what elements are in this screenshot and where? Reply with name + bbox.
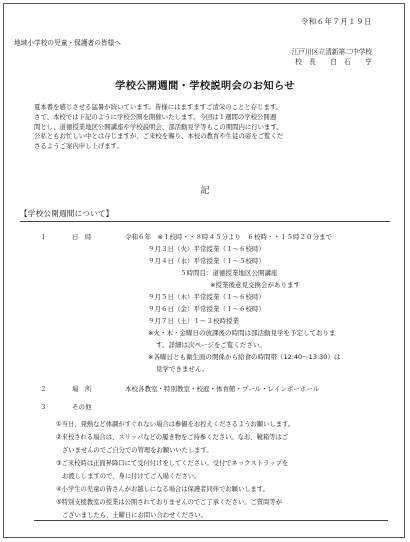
schedule-line: ５時間目：道徳授業地区公開講座 xyxy=(180,269,278,277)
intro-line: 間とし、道徳授業地区公開講座や学校説明会、部活動見学等もこの期間内に行います。 xyxy=(34,122,283,131)
schedule-line: ※授業後意見交換会があります xyxy=(210,281,300,289)
schedule-line: ９月３日（火）平常授業（１～６校時） xyxy=(148,245,265,253)
schedule-note: ※火・木・金曜日の放課後の時間は部活動見学を予定しておりま xyxy=(148,329,336,337)
item-label-other: その他 xyxy=(72,403,92,411)
item-value-datetime: 令和６年 ※１校時・・８時４５分より ６校時・・１５時２０分まで xyxy=(125,233,332,241)
item-label-datetime: 日 時 xyxy=(72,233,92,241)
item-label-place: 場 所 xyxy=(72,385,92,393)
other-item: ②来校される場合は、スリッパなどの履き物をご持参ください。なお、靴箱等はご xyxy=(56,434,289,441)
other-item: ございましたら、土曜日にお問い合わせください。 xyxy=(62,512,207,519)
sender-principal: 校 長 白 石 亨 xyxy=(295,58,372,66)
schedule-line: ９月６日（金）平常授業（１～６校時） xyxy=(148,305,265,313)
other-item: ざいませんのでご自分での管理をお願いいたします。 xyxy=(62,447,213,454)
other-item: お渡ししますので、身に付けてご入場ください。 xyxy=(62,473,201,480)
other-item: ⑤特別支援教室の授業は公開されておりませんのでご了承ください。ご質問等が xyxy=(56,499,283,506)
intro-line: さるようご案内申し上げます。 xyxy=(34,142,123,151)
sender-school: 江戸川区立清新第二中学校 xyxy=(291,48,372,56)
intro-line: 公私ともお忙しい中とは存じますが、ご来校を賜り、本校の教育や生徒の姿をご覧くだ xyxy=(34,132,284,141)
schedule-line: ９月７日（土）１～３校時授業 xyxy=(148,317,239,325)
item-number: ３ xyxy=(40,403,47,411)
other-item: ④小学生の児童の皆さんがお越しになる場合は保護者同伴でお願いします。 xyxy=(56,486,269,493)
schedule-line: ９月５日（木）平常授業（１～６校時） xyxy=(148,293,265,301)
intro-line: さて、本校では下記のように学校公開を開催いたします。今回は１週間の学校公開週 xyxy=(34,112,277,121)
item-number: １ xyxy=(40,233,47,241)
recipient: 地域小学校の児童・保護者の皆様へ xyxy=(14,39,121,47)
intro-line: 夏本番を感じさせる猛暑が続いています。皆様にはますますご清栄のことと存じます。 xyxy=(34,103,283,111)
document-title: 学校公開週間・学校説明会のお知らせ xyxy=(115,81,295,92)
item-number: ２ xyxy=(40,385,47,393)
schedule-line: ９月４日（水）平常授業（１～５校時） xyxy=(148,257,265,265)
other-item: ③ご来校時は正面昇降口にて受付付けをしてください。受付でネックストラップを xyxy=(56,460,289,467)
schedule-note: 見学できません。 xyxy=(156,365,209,373)
intro-paragraph xyxy=(34,103,394,152)
section-divider xyxy=(20,221,390,222)
schedule-note: す。詳細は次ページをご覧ください。 xyxy=(156,341,266,349)
item-value-place: 本校各教室・特別教室・校庭・体育館・プール・レインボーホール xyxy=(125,385,320,393)
ki-marker: 記 xyxy=(200,186,210,196)
schedule-note: ※各曜日とも衛生面の関係から給食の時間帯（12:40～13:30）は xyxy=(148,353,341,361)
other-item: ①当日、発熱など体調がすぐれない場合は参観をお控えくださるようお願いします。 xyxy=(56,421,295,428)
bottom-divider xyxy=(34,520,388,521)
section-heading: 【学校公開週間について】 xyxy=(20,209,114,218)
letter-date: 令和６年７月１９日 xyxy=(300,17,372,26)
